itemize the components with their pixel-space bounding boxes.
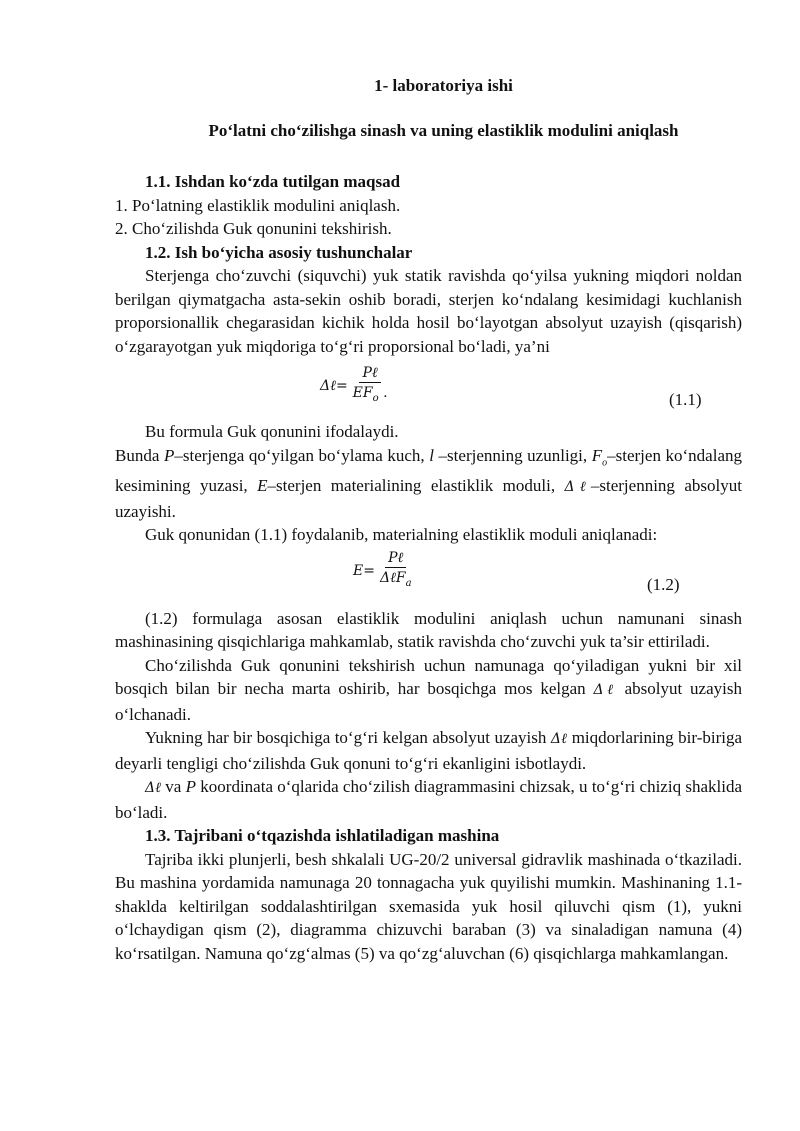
formula-1-1-numerator: Pℓ — [359, 364, 380, 383]
paragraph-modulus-derivation: Guk qonunidan (1.1) foydalanib, materialning elastiklik moduli aniqlanadi: — [145, 525, 658, 545]
formula-1-2-number: (1.2) — [647, 574, 680, 594]
goal-item-1: 1. Po‘latning elastiklik modulini aniqlash. — [115, 195, 401, 215]
delta-l-symbol: Δℓ — [145, 780, 162, 797]
formula-1-2 — [115, 547, 742, 607]
goal-item-2: 2. Cho‘zilishda Guk qonunini tekshirish. — [115, 219, 392, 238]
paragraph-machine: Tajriba ikki plunjerli, besh shkalali UG-20/2 universal gidravlik mashinada o‘tkaziladi. Bu mashina yordamida namunaga 20 tonnagacha yuk quyilishi mumkin. Mashinaning 1.1-shaklda keltirilgan soddalashtirilgan sxemasida yuk hosil qiluvchi qism (1), yukni o‘lchaydigan qism (2), diagramma chizuvchi baraban (3) va sinaladigan namuna (4) ko‘rsatilgan. Namuna qo‘zg‘almas (5) va qo‘zg‘aluvchan (6) qisqichlarga mahkamlangan. — [115, 849, 742, 963]
paragraph-diagram: Δℓ va P koordinata o‘qlarida cho‘zilish diagrammasini chizsak, u to‘g‘ri chiziq shaklida bo‘ladi. — [115, 777, 743, 822]
delta-l-symbol: Δℓ — [550, 731, 568, 748]
formula-1-2-numerator: Pℓ — [385, 549, 406, 568]
paragraph-static-load: Sterjenga cho‘zuvchi (siquvchi) yuk statik ravishda qo‘yilsa yukning miqdori noldan berilgan qiymatgacha asta-sekin oshib boradi, sterjen ko‘ndalang kesimidagi kuchlanish proporsionallik chegarasidan kichik holda hosil bo‘layotgan absolyut uzayish (qisqarish) o‘zgarayotgan yuk miqdoriga to‘g‘ri proporsional bo‘ladi, ya’ni — [115, 266, 742, 356]
formula-1-2-denominator-sub: a — [405, 577, 412, 589]
delta-l-symbol: Δℓ — [593, 682, 617, 699]
document-body — [115, 170, 742, 965]
paragraph-guk-law: Bu formula Guk qonunini ifodalaydi. — [145, 422, 399, 441]
main-title: Po‘latni cho‘zilishga sinash va uning elastiklik modulini aniqlash — [208, 121, 679, 140]
section-1-1-heading: 1.1. Ishdan ko‘zda tutilgan maqsad — [145, 172, 401, 191]
delta-l-symbol: Δℓ — [564, 479, 591, 496]
formula-1-2-expression — [353, 549, 415, 594]
formula-1-1-denominator: EF — [352, 385, 373, 401]
formula-1-1 — [115, 358, 742, 420]
formula-1-2-denominator: ΔℓF — [379, 569, 406, 586]
formula-1-1-number: (1.1) — [669, 390, 702, 409]
formula-1-1-denominator-sub: o — [372, 392, 379, 404]
section-1-2-heading: 1.2. Ish bo‘yicha asosiy tushunchalar — [145, 242, 413, 262]
lab-title: 1- laboratoriya ishi — [374, 76, 513, 95]
paragraph-equal-elongation: Yukning har bir bosqichiga to‘g‘ri kelgan absolyut uzayish Δℓ miqdorlarining bir-biriga deyarli tengligi cho‘zilishda Guk qonuni to‘g‘ri ekanligini isbotlaydi. — [115, 728, 743, 773]
paragraph-check-guk: Cho‘zilishda Guk qonunini tekshirish uchun namunaga qo‘yiladigan yukni bir xil bosqich bilan bir necha marta oshirib, har bosqichga mos kelgan Δℓ absolyut uzayish o‘lchanadi. — [115, 655, 742, 724]
paragraph-testing-method: (1.2) formulaga asosan elastiklik modulini aniqlash uchun namunani sinash mashinasining qisqichlariga mahkamlab, statik ravishda cho‘zuvchi yuk ta’sir ettiriladi. — [115, 608, 742, 652]
formula-1-1-expression: Δℓ= $\frac{\text{Pℓ}}{EF_o .}$ — [320, 365, 388, 404]
formula-1-1-lhs: Δℓ= — [320, 377, 348, 394]
formula-1-2-lhs: E= — [353, 562, 375, 579]
paragraph-notation: Bunda P–sterjenga qo‘yilgan bo‘ylama kuch, l –sterjenning uzunligi, $F_o$–sterjen ko‘ndalang kesimining yuzasi, E–sterjen materialining elastiklik moduli, Δℓ–sterjenning absolyut uzayishi. — [115, 445, 742, 521]
section-1-3-heading: 1.3. Tajribani o‘tqazishda ishlatiladigan mashina — [145, 826, 500, 846]
